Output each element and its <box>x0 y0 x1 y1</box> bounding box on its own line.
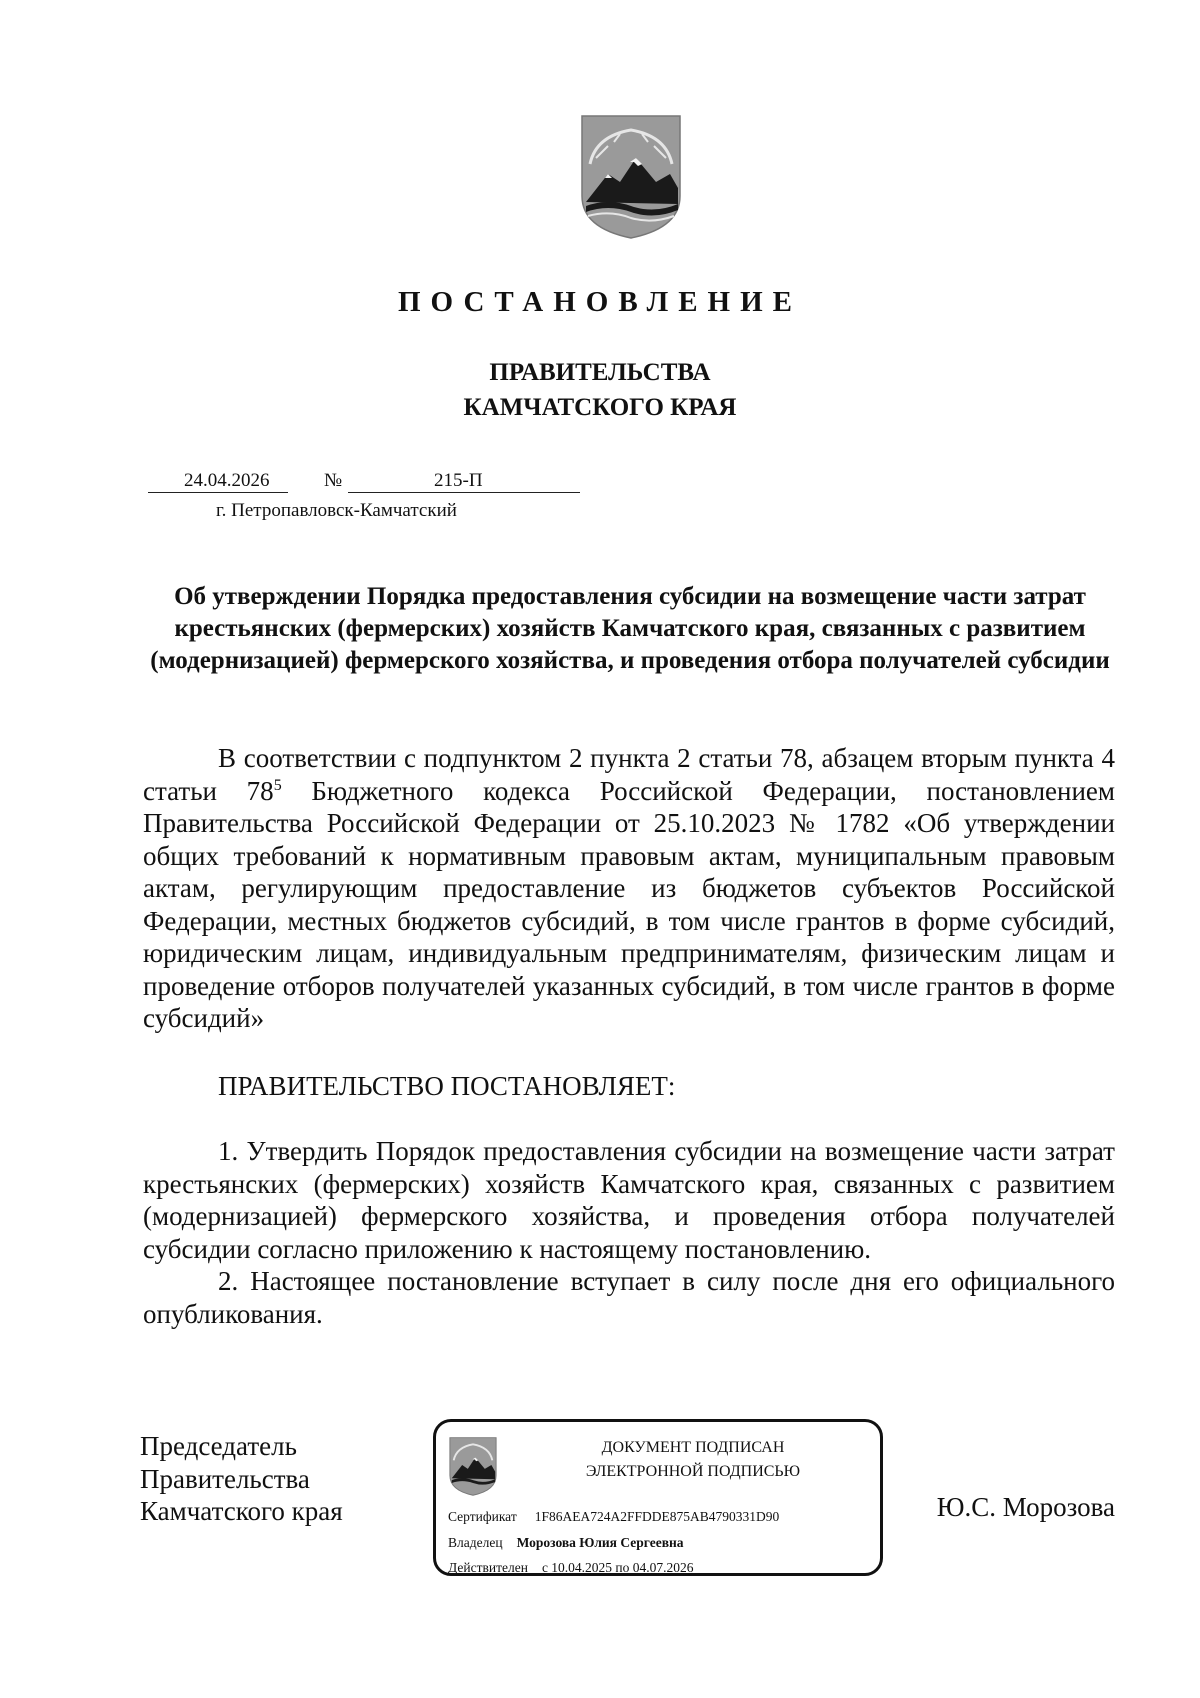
org-line-2: КАМЧАТСКОГО КРАЯ <box>463 394 737 421</box>
kamchatka-coat-of-arms-icon <box>578 112 684 240</box>
issuing-authority <box>0 355 1200 425</box>
document-number: 215-П <box>434 470 483 491</box>
signer-position <box>140 1430 343 1528</box>
validity-value: с 10.04.2025 по 04.07.2026 <box>541 1560 694 1575</box>
stamp-header <box>516 1436 870 1484</box>
preamble-text-end: Бюджетного кодекса Российской Федерации, постановлением Правительства Российской Федерации от 25.10.2023 № 1782 «Об утверждении общих требований к нормативным правовым актам, муниципальным правовым актам, регулирующим предоставление из бюджетов субъектов Российской Федерации, местных бюджетов субсидий, в том числе грантов в форме субсидий, юридическим лицам, индивидуальным предпринимателям, физическим лицам и проведение отборов получателей указанных субсидий, в том числе грантов в форме субсидий» <box>143 775 1115 1033</box>
preamble-paragraph <box>143 742 1115 1035</box>
number-sign: № <box>324 470 343 491</box>
item-1-paragraph: 1. Утвердить Порядок предоставления субсидии на возмещение части затрат крестьянских (фермерских) хозяйств Камчатского края, связанных с развитием (модернизацией) фермерского хозяйства, и проведения отбора получателей субсидии согласно приложению к настоящему постановлению. <box>143 1136 1115 1264</box>
document-type-heading: ПОСТАНОВЛЕНИЕ <box>397 286 802 318</box>
decree-statement: ПРАВИТЕЛЬСТВО ПОСТАНОВЛЯЕТ: <box>218 1071 676 1101</box>
document-title: Об утверждении Порядка предоставления субсидии на возмещение части затрат крестьянских (фермерских) хозяйств Камчатского края, связанных с развитием (модернизацией) фермерского хозяйства, и проведения отбора получателей субсидии <box>150 583 1110 674</box>
stamp-owner-row <box>448 1535 684 1551</box>
stamp-header-line-2: ЭЛЕКТРОННОЙ ПОДПИСЬЮ <box>585 1463 801 1480</box>
owner-value: Морозова Юлия Сергеевна <box>516 1535 684 1550</box>
article-superscript: 5 <box>273 776 282 794</box>
signer-position-line-3: Камчатского края <box>140 1496 343 1526</box>
number-underline <box>348 492 580 493</box>
document-date: 24.04.2026 <box>184 470 270 491</box>
document-city: г. Петропавловск-Камчатский <box>216 500 457 521</box>
org-line-1: ПРАВИТЕЛЬСТВА <box>489 359 711 386</box>
signer-position-line-2: Правительства <box>140 1463 310 1494</box>
certificate-value: 1F86AEA724A2FFDDE875AB4790331D90 <box>534 1509 780 1524</box>
stamp-validity-row <box>448 1560 694 1576</box>
validity-label: Действителен <box>448 1560 528 1575</box>
preamble-text-start: В соответствии с подпунктом 2 пункта 2 статьи 78, абзацем вторым пункта 4 статьи 78 <box>143 743 1115 806</box>
certificate-label: Сертификат <box>448 1509 517 1524</box>
stamp-header-line-1: ДОКУМЕНТ ПОДПИСАН <box>601 1439 785 1456</box>
item-2-paragraph: 2. Настоящее постановление вступает в силу после дня его официального опубликования. <box>143 1266 1115 1329</box>
signer-position-line-1: Председатель <box>140 1431 297 1461</box>
electronic-signature-stamp <box>433 1419 883 1576</box>
date-underline <box>148 492 288 493</box>
signer-name: Ю.С. Морозова <box>936 1492 1115 1522</box>
stamp-certificate-row <box>448 1509 779 1525</box>
owner-label: Владелец <box>448 1535 503 1550</box>
stamp-coat-of-arms-icon <box>448 1434 498 1498</box>
